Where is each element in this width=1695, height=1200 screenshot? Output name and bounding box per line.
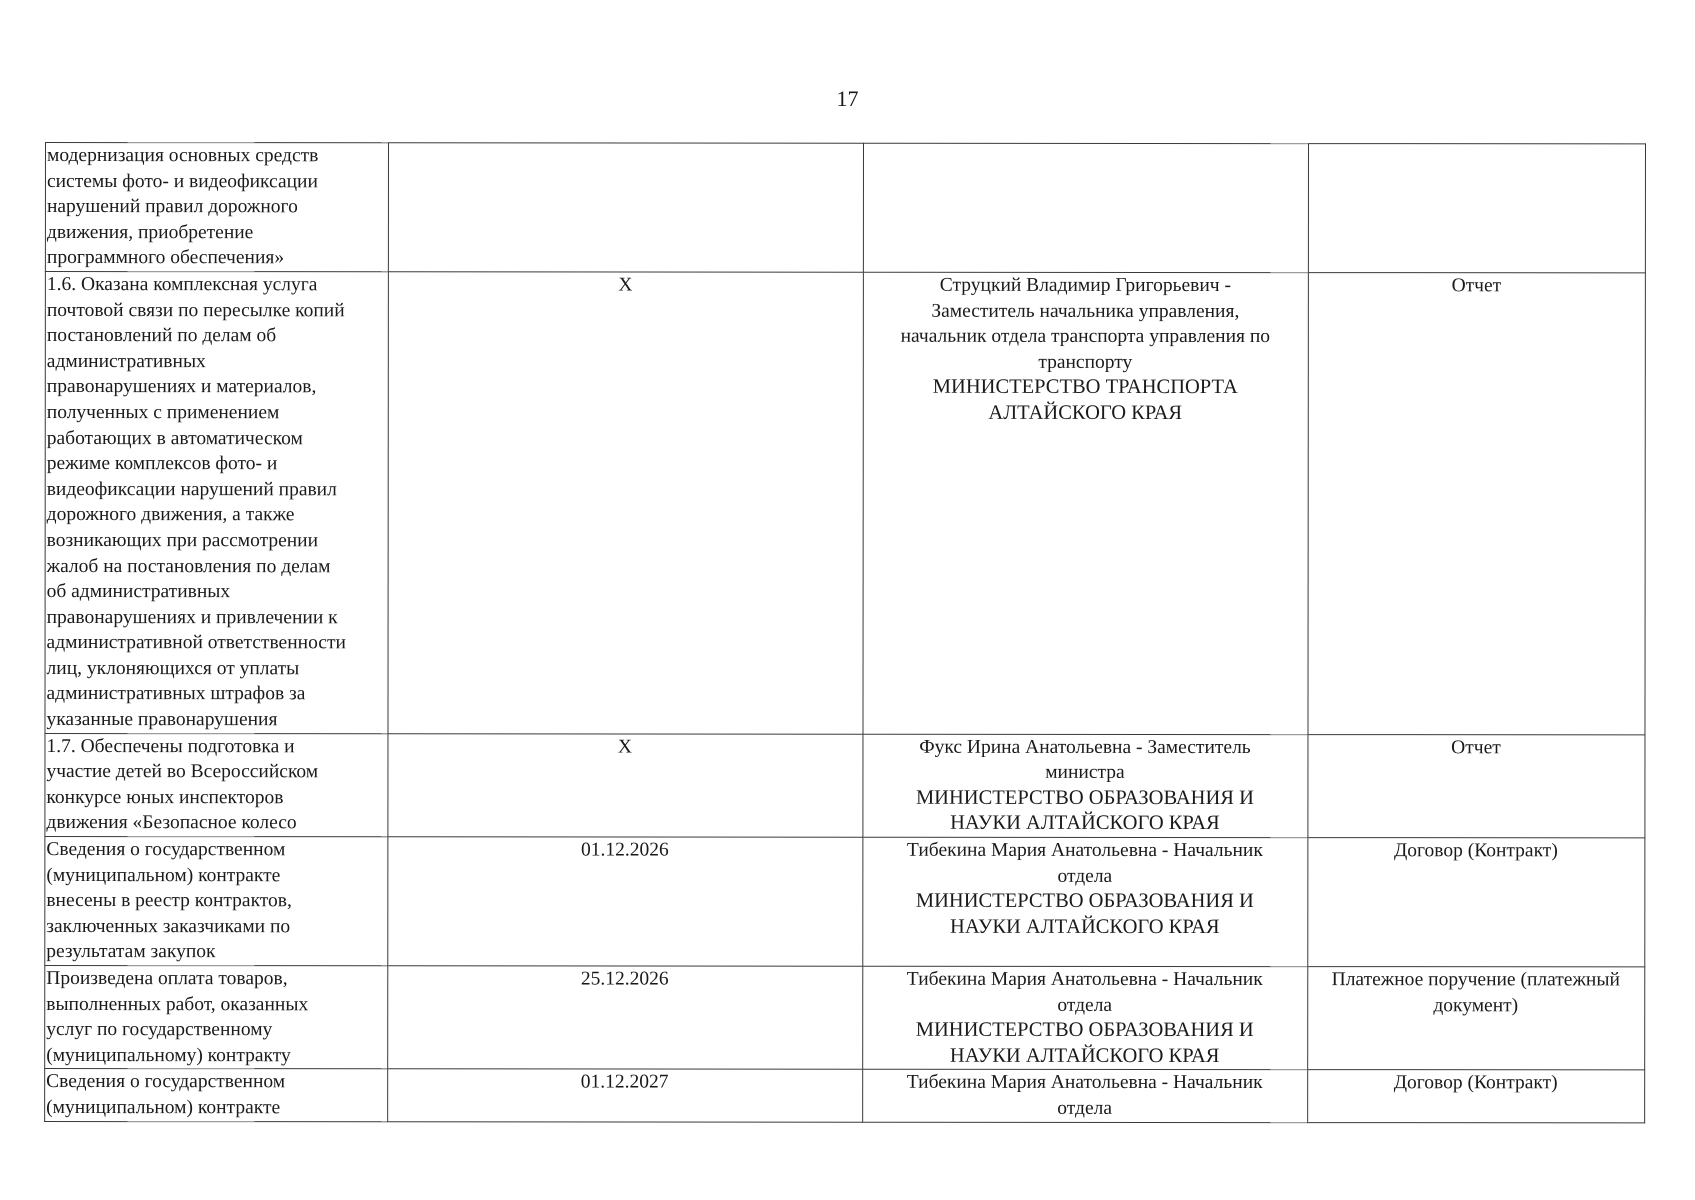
table-row xyxy=(45,733,1645,838)
responsible-person-line: отдела xyxy=(1057,994,1113,1016)
table-row xyxy=(45,271,1645,734)
responsible-person-line: Тибекина Мария Анатольевна - Начальник xyxy=(906,1072,1263,1094)
document-type: Договор (Контракт) xyxy=(1393,840,1558,862)
description-line: постановлений по делам об xyxy=(46,325,277,347)
page-number: 17 xyxy=(836,86,859,111)
description-line: правонарушениях и привлечении к xyxy=(46,606,338,628)
responsible-org-line: НАУКИ АЛТАЙСКОГО КРАЯ xyxy=(949,1044,1220,1067)
document-type: Платежное поручение (платежный документ) xyxy=(1331,969,1620,1016)
table-row xyxy=(45,966,1645,1071)
description-line: возникающих при рассмотрении xyxy=(46,529,319,552)
document-cell xyxy=(1308,838,1645,967)
document-cell xyxy=(1308,1070,1645,1122)
responsible-org-line: МИНИСТЕРСТВО ОБРАЗОВАНИЯ И xyxy=(915,786,1254,809)
responsible-person-line: Заместитель начальника управления, xyxy=(931,300,1240,322)
description-line: конкурсе юных инспекторов xyxy=(46,786,284,809)
responsible-person-line: отдела xyxy=(1057,1097,1113,1119)
description-line: видеофиксации нарушений правил xyxy=(46,478,337,500)
document-type: Договор (Контракт) xyxy=(1393,1072,1558,1094)
date-value: 01.12.2026 xyxy=(580,839,669,861)
date-value: X xyxy=(617,736,633,758)
description-line: жалоб на постановления по делам xyxy=(46,555,331,577)
description-cell xyxy=(45,733,388,837)
date-cell xyxy=(388,837,863,966)
document-cell xyxy=(1308,273,1645,735)
description-line: правонарушениях и материалов, xyxy=(46,376,317,398)
responsible-org-line: МИНИСТЕРСТВО ОБРАЗОВАНИЯ И xyxy=(915,889,1254,913)
description-line: почтовой связи по пересылке копий xyxy=(46,299,345,321)
responsible-person-line: отдела xyxy=(1057,865,1113,887)
description-line: административной ответственности xyxy=(46,632,346,654)
responsible-cell xyxy=(863,837,1308,966)
document-cell xyxy=(1308,144,1645,273)
description-line: 1.6. Оказана комплексная услуга xyxy=(46,273,318,296)
description-cell xyxy=(45,271,388,733)
description-line: выполненных работ, оказанных xyxy=(46,993,309,1015)
responsible-cell xyxy=(863,966,1308,1070)
description-line: административных xyxy=(46,350,206,372)
description-line: (муниципальному) контракту xyxy=(46,1044,291,1066)
description-cell xyxy=(45,143,388,272)
description-line: административных штрафов за xyxy=(46,683,306,705)
description-line: (муниципальном) контракте xyxy=(46,1096,281,1119)
description-line: нарушений правил дорожного xyxy=(46,196,298,218)
date-cell xyxy=(388,272,863,734)
description-line: системы фото- и видеофиксации xyxy=(46,170,318,192)
responsible-person-line: транспорту xyxy=(1038,351,1133,373)
date-cell xyxy=(388,733,863,837)
description-line: 1.7. Обеспечены подготовка и xyxy=(46,735,295,757)
description-line: программного обеспечения» xyxy=(46,247,285,269)
responsible-person-line: Струцкий Владимир Григорьевич - xyxy=(939,274,1231,297)
document-type: Отчет xyxy=(1451,275,1502,297)
responsible-person-line: начальник отдела транспорта управления по xyxy=(900,325,1271,348)
activity-table xyxy=(44,142,1646,1123)
description-line: внесены в реестр контрактов, xyxy=(46,890,292,912)
description-line: движения, приобретение xyxy=(46,221,254,243)
description-cell xyxy=(45,1069,388,1121)
description-cell xyxy=(45,837,388,966)
description-line: (муниципальном) контракте xyxy=(46,864,281,886)
description-line: режиме комплексов фото- и xyxy=(46,453,278,475)
responsible-person-line: министра xyxy=(1045,762,1125,784)
table-body xyxy=(45,143,1646,1123)
description-line: результатам закупок xyxy=(46,941,216,963)
responsible-org-line: НАУКИ АЛТАЙСКОГО КРАЯ xyxy=(950,915,1220,938)
description-line: Произведена оплата товаров, xyxy=(46,968,288,990)
responsible-cell xyxy=(863,734,1308,838)
responsible-cell xyxy=(863,272,1308,734)
date-cell xyxy=(388,1069,863,1122)
responsible-cell xyxy=(863,1070,1308,1123)
responsible-cell xyxy=(863,143,1308,272)
date-value: 25.12.2026 xyxy=(580,968,669,990)
table-row xyxy=(45,143,1645,273)
responsible-person-line: Тибекина Мария Анатольевна - Начальник xyxy=(906,839,1263,862)
table-row xyxy=(45,1069,1645,1123)
description-line: Сведения о государственном xyxy=(46,839,286,861)
date-value: 01.12.2027 xyxy=(580,1071,669,1093)
description-line: услуг по государственному xyxy=(46,1019,273,1041)
responsible-org-line: МИНИСТЕРСТВО ОБРАЗОВАНИЯ И xyxy=(915,1018,1254,1042)
description-line: указанные правонарушения xyxy=(46,709,278,731)
description-line: участие детей во Всероссийском xyxy=(46,761,319,783)
responsible-org-line: НАУКИ АЛТАЙСКОГО КРАЯ xyxy=(950,812,1220,835)
responsible-org-line: АЛТАЙСКОГО КРАЯ xyxy=(988,401,1183,424)
description-line: полученных с применением xyxy=(46,401,280,424)
document-cell xyxy=(1308,734,1645,838)
date-cell xyxy=(388,143,863,272)
document-cell xyxy=(1308,967,1645,1071)
responsible-person-line: Тибекина Мария Анатольевна - Начальник xyxy=(906,968,1263,991)
description-line: заключенных заказчиками по xyxy=(46,915,291,938)
description-line: движения «Безопасное колесо xyxy=(46,812,297,834)
table-row xyxy=(45,837,1645,967)
responsible-person-line: Фукс Ирина Анатольевна - Заместитель xyxy=(919,736,1251,758)
description-line: дорожного движения, а также xyxy=(46,504,295,526)
date-cell xyxy=(388,966,863,1070)
description-line: лиц, уклоняющихся от уплаты xyxy=(46,657,300,680)
document-type: Отчет xyxy=(1451,736,1501,758)
description-line: работающих в автоматическом xyxy=(46,427,303,449)
description-line: об административных xyxy=(46,581,231,603)
responsible-org-line: МИНИСТЕРСТВО ТРАНСПОРТА xyxy=(932,376,1238,399)
date-value: X xyxy=(618,274,633,296)
description-cell xyxy=(45,966,388,1070)
description-line: модернизация основных средств xyxy=(46,145,319,167)
description-line: Сведения о государственном xyxy=(46,1071,286,1093)
